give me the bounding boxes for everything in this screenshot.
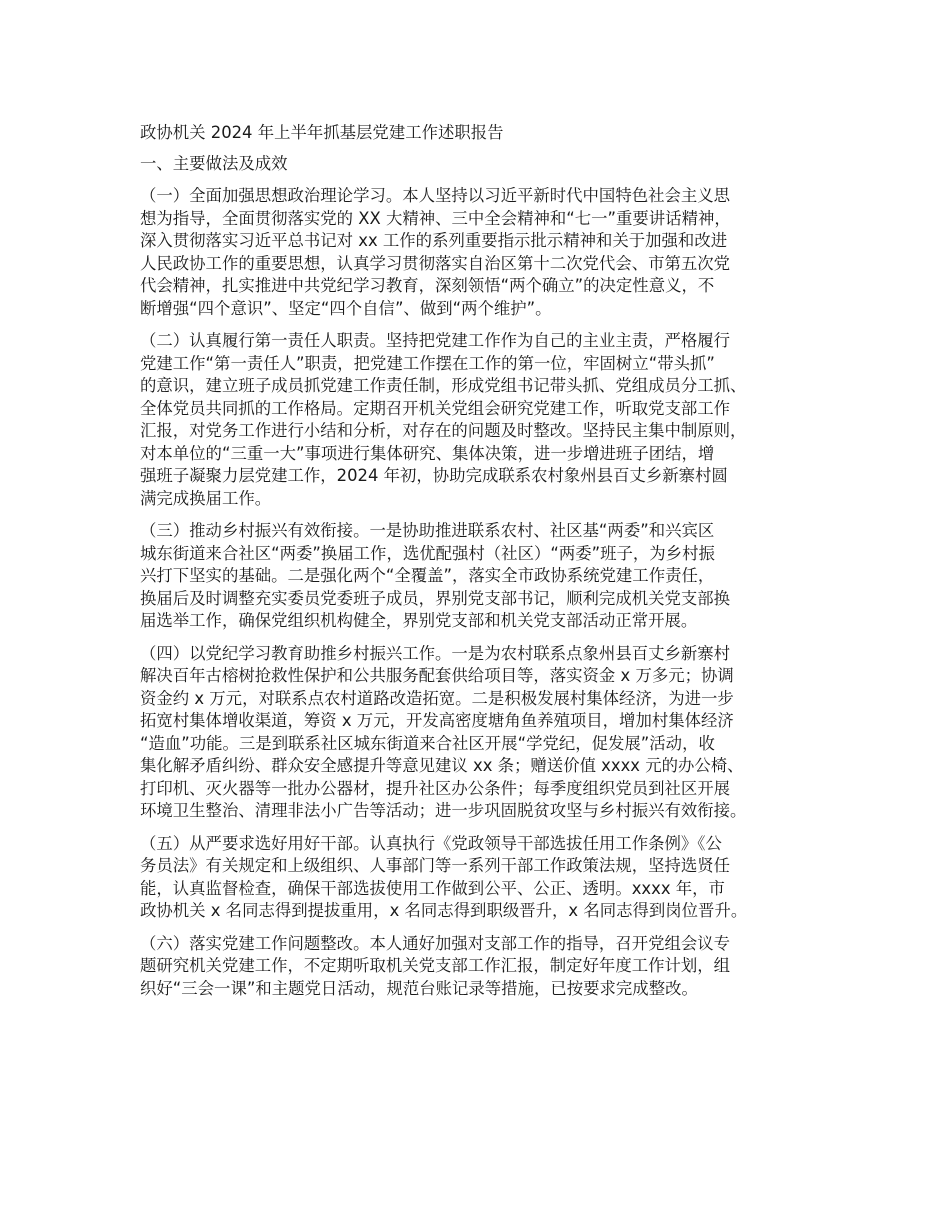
section-heading: 一、主要做法及成效 [140,153,288,173]
paragraph-line: “造血”功能。三是到联系社区城东街道来合社区开展“学党纪，促发展”活动，收 [140,733,715,753]
paragraph-line: （四）以党纪学习教育助推乡村振兴工作。一是为农村联系点象州县百丈乡新寨村 [140,643,731,663]
paragraph-line: 打印机、灭火器等一批办公器材，提升社区办公条件；每季度组织党员到社区开展 [140,778,731,798]
document-body [140,185,828,1000]
paragraph [140,330,828,510]
paragraph-line: 资金约 x 万元，对联系点农村道路改造拓宽。二是积极发展村集体经济，为进一步 [140,688,734,708]
paragraph-line: （三）推动乡村振兴有效衔接。一是协助推进联系农村、社区基“两委”和兴宾区 [140,521,715,540]
paragraph-line: 的意识，建立班子成员抓党建工作责任制，形成党组书记带头抓、党组成员分工抓、 [140,376,747,395]
paragraph-line: 人民政协工作的重要思想，认真学习贯彻落实自治区第十二次党代会、市第五次党 [140,253,731,273]
paragraph-line: 能，认真监督检查，确保干部选拔使用工作做到公平、公正、透明。xxxx 年，市 [140,878,725,898]
document-page [140,122,828,1010]
paragraph-line: 深入贯彻落实习近平总书记对 xx 工作的系列重要指示批示精神和关于加强和改进 [140,231,728,250]
paragraph-line: 集化解矛盾纠纷、群众安全感提升等意见建议 xx 条；赠送价值 xxxx 元的办公椅、 [140,756,744,775]
paragraph-line: 城东街道来合社区“两委”换届工作，选优配强村（社区）“两委”班子，为乡村振 [140,543,715,563]
paragraph-line: （五）从严要求选好用好干部。认真执行《党政领导干部选拔任用工作条例》《公 [140,833,722,853]
paragraph-line: 党建工作“第一责任人”职责，把党建工作摆在工作的第一位，牢固树立“带头抓” [140,353,715,373]
paragraph-line: 织好“三会一课”和主题党日活动，规范台账记录等措施，已按要求完成整改。 [140,978,698,998]
paragraph-line: 想为指导，全面贯彻落实党的 XX 大精神、三中全会精神和“七一”重要讲话精神， [140,208,731,228]
paragraph-line: 解决百年古榕树抢救性保护和公共服务配套供给项目等，落实资金 x 万多元；协调 [140,666,734,685]
paragraph [140,185,828,320]
paragraph [140,520,828,633]
paragraph-line: 全体党员共同抓的工作格局。定期召开机关党组会研究党建工作，听取党支部工作 [140,398,731,418]
paragraph-line: 题研究机关党建工作，不定期听取机关党支部工作汇报，制定好年度工作计划，组 [140,956,731,975]
paragraph [140,933,828,1001]
paragraph [140,643,828,823]
paragraph-line: 满完成换届工作。 [140,488,272,508]
paragraph-line: 拓宽村集体增收渠道，筹资 x 万元，开发高密度塘角鱼养殖项目，增加村集体经济 [140,711,734,730]
paragraph-line: 强班子凝聚力层党建工作，2024 年初，协助完成联系农村象州县百丈乡新寨村圆 [140,466,728,485]
paragraph-line: 务员法》有关规定和上级组织、人事部门等一系列干部工作政策法规，坚持选贤任 [140,856,731,875]
paragraph-line: 兴打下坚实的基础。二是强化两个“全覆盖”，落实全市政协系统党建工作责任， [140,566,715,585]
paragraph [140,833,828,923]
paragraph-line: 届选举工作，确保党组织机构健全，界别党支部和机关党支部活动正常开展。 [140,611,698,630]
paragraph-line: 对本单位的“三重一大”事项进行集体研究、集体决策，进一步增进班子团结，增 [140,443,715,463]
paragraph-line: 换届后及时调整充实委员党委班子成员，界别党支部书记，顺利完成机关党支部换 [140,588,731,608]
paragraph-line: 环境卫生整治、清理非法小广告等活动；进一步巩固脱贫攻坚与乡村振兴有效衔接。 [140,801,747,820]
document-title: 政协机关 2024 年上半年抓基层党建工作述职报告 [140,123,504,142]
paragraph-line: （二）认真履行第一责任人职责。坚持把党建工作作为自己的主业主责，严格履行 [140,331,731,350]
paragraph-line: （一）全面加强思想政治理论学习。本人坚持以习近平新时代中国特色社会主义思 [140,186,731,205]
paragraph-line: （六）落实党建工作问题整改。本人通好加强对支部工作的指导，召开党组会议专 [140,933,731,953]
paragraph-line: 断增强“四个意识”、坚定“四个自信”、做到“两个维护”。 [140,298,552,318]
paragraph-line: 政协机关 x 名同志得到提拔重用，x 名同志得到职级晋升，x 名同志得到岗位晋升。 [140,901,748,920]
paragraph-line: 代会精神，扎实推进中共党纪学习教育，深刻领悟“两个确立”的决定性意义，不 [140,276,715,295]
paragraph-line: 汇报，对党务工作进行小结和分析，对存在的问题及时整改。坚持民主集中制原则， [140,421,747,440]
